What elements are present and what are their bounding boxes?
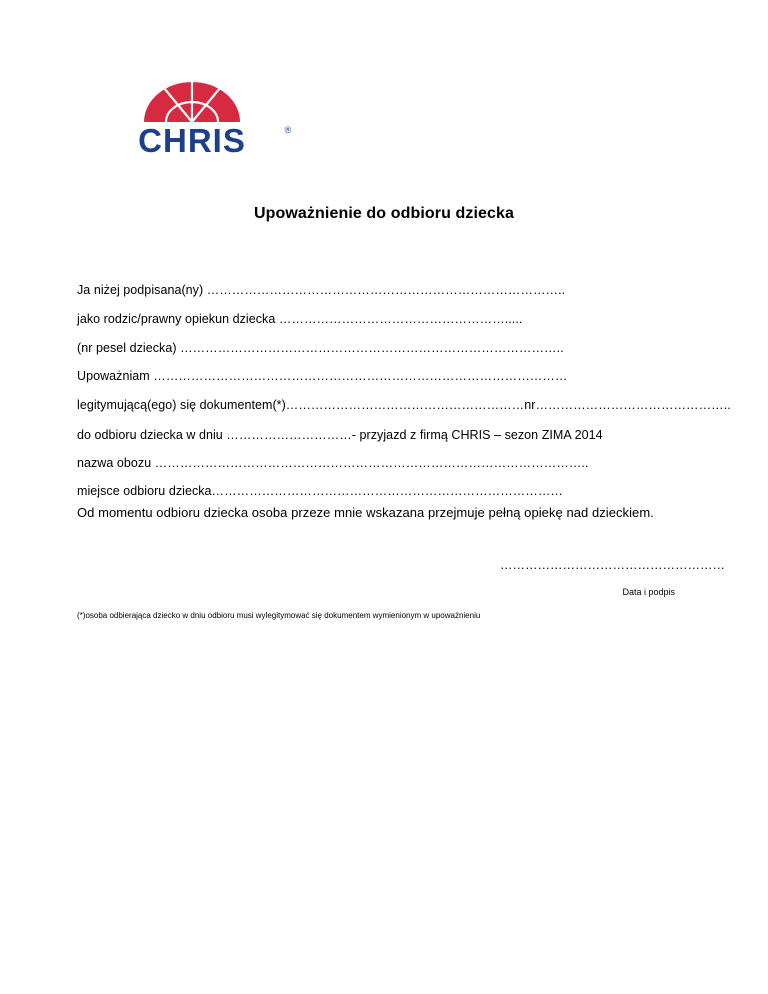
signature-field: ……………………………………………… (500, 558, 725, 572)
parent-guardian-line: jako rodzic/prawny opiekun dziecka ………………………………………………..... (77, 312, 523, 326)
signer-name-line: Ja niżej podpisana(ny) ………………………………………………………………………….. (77, 283, 566, 297)
camp-name-line: nazwa obozu ………………………………………………………………………………………….. (77, 456, 589, 470)
chris-logo-graphic (92, 82, 292, 154)
authorized-person-line: Upoważniam ……………………………………………………………………………………… (77, 369, 568, 383)
pickup-place-line: miejsce odbioru dziecka………………………………………………………………………… (77, 484, 563, 498)
pickup-date-line: do odbioru dziecka w dniu …………………………- przyjazd z firmą CHRIS – sezon ZIMA 2014 (77, 428, 603, 442)
identity-document-line: legitymującą(ego) się dokumentem(*)…………………………………………………nr……………………………………….. (77, 398, 731, 412)
document-title: Upoważnienie do odbioru dziecka (253, 205, 514, 222)
logo-wordmark: CHRIS (138, 122, 246, 154)
responsibility-statement: Od momentu odbioru dziecka osoba przeze mnie wskazana przejmuje pełną opiekę nad dzieckiem. (77, 505, 654, 520)
footnote: (*)osoba odbierająca dziecko w dniu odbioru musi wylegitymować się dokumentem wymienionym w upoważnieniu (77, 611, 481, 620)
registered-mark: ® (284, 125, 292, 135)
signature-label: Data i podpis (622, 587, 675, 597)
chris-logo (92, 82, 292, 154)
child-pesel-line: (nr pesel dziecka) ……………………………………………………………………………….. (77, 341, 564, 355)
